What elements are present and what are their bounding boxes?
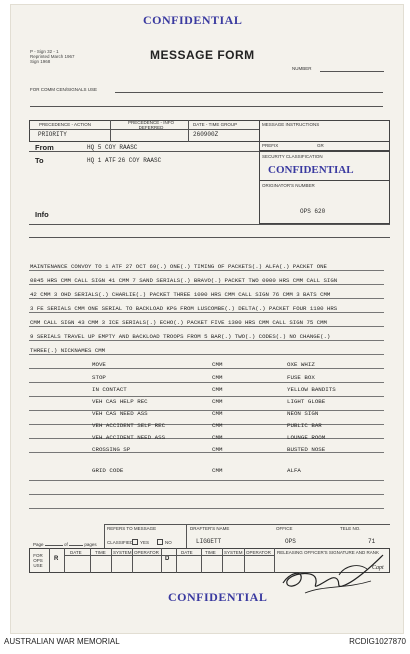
code-sep: CMM xyxy=(212,422,223,429)
code-term: VEH ACCIDENT SELF REC xyxy=(92,422,166,429)
footer-left-caption: AUSTRALIAN WAR MEMORIAL xyxy=(4,637,120,646)
r-date-label: DATE xyxy=(70,550,82,555)
dtg-label: DATE - TIME GROUP xyxy=(193,122,238,127)
classified-label: CLASSIFIED xyxy=(107,540,134,545)
code-value: NEON SIGN xyxy=(287,410,319,417)
form-title: MESSAGE FORM xyxy=(150,48,255,62)
ops-use-label: FOR OPS USE xyxy=(33,553,43,568)
d-label: D xyxy=(165,556,170,562)
d-time-label: TIME xyxy=(205,550,216,555)
message-line: MAINTENANCE CONVOY TO 1 ATF 27 OCT 69(.) ONE(.) TIMING OF PACKETS(.) ALFA(.) PACKET ONE xyxy=(30,263,327,270)
r-time-label: TIME xyxy=(95,550,106,555)
prefix-label: PREFIX xyxy=(262,143,279,148)
code-value: FUSE BOX xyxy=(287,374,315,381)
code-term: VEH CAS NEED ASS xyxy=(92,410,148,417)
code-sep: CMM xyxy=(212,446,223,453)
from-label: From xyxy=(35,143,54,152)
message-instructions-label: MESSAGE INSTRUCTIONS xyxy=(262,122,320,127)
security-classification-value: CONFIDENTIAL xyxy=(268,164,354,176)
office-label: OFFICE xyxy=(276,526,293,531)
to-value: HQ 1 ATF xyxy=(87,157,116,164)
from-value: HQ 5 COY RAASC xyxy=(87,144,138,151)
precedence-action-label: PRECEDENCE - ACTION xyxy=(39,122,92,127)
code-value: ALFA xyxy=(287,467,301,474)
d-date-label: DATE xyxy=(181,550,193,555)
r-operator-label: OPERATOR xyxy=(134,550,159,555)
number-line xyxy=(320,71,384,72)
to-label: To xyxy=(35,156,44,165)
releasing-officer-signature xyxy=(275,545,395,605)
gr-label: GR xyxy=(317,143,324,148)
comm-cen-line xyxy=(115,92,383,93)
d-operator-label: OPERATOR xyxy=(246,550,271,555)
prefix-box xyxy=(259,141,390,151)
footer-right-caption: RCDIG1027870 xyxy=(349,637,406,646)
info-label: Info xyxy=(35,210,49,219)
code-value: LOUNGE ROOM xyxy=(287,434,326,441)
d-system-label: SYSTEM xyxy=(224,550,243,555)
to-info-value: 26 COY RAASC xyxy=(118,157,162,164)
code-sep: CMM xyxy=(212,410,223,417)
code-term: GRID CODE xyxy=(92,467,124,474)
yes-label: YES xyxy=(140,540,150,545)
message-line: 9 SERIALS TRAVEL UP EMPTY AND BACKLOAD TROOPS FROM 5 BAR(.) TWO(.) CODES(.) NO CHANGE(.) xyxy=(30,333,331,340)
code-value: BUSTED NOSE xyxy=(287,446,326,453)
code-term: STOP xyxy=(92,374,106,381)
dtg-value: 260900Z xyxy=(193,131,219,138)
precedence-value: PRIORITY xyxy=(38,131,67,138)
releasing-officer-label: RELEASING OFFICER'S SIGNATURE AND RANK xyxy=(277,550,380,555)
code-term: MOVE xyxy=(92,361,106,368)
no-label: NO xyxy=(165,540,172,545)
code-term: IN CONTACT xyxy=(92,386,127,393)
message-line: CMM CALL SIGN 43 CMM 3 ICE SERIALS(.) ECHO(.) PACKET FIVE 1300 HRS CMM CALL SIGN 75 CMM xyxy=(30,319,327,326)
code-value: OXE WHIZ xyxy=(287,361,315,368)
code-value: PUBLIC BAR xyxy=(287,422,322,429)
comm-cen-label: FOR COMM CEN/SIGNALS USE xyxy=(30,87,98,92)
code-term: VEH CAS HELP REC xyxy=(92,398,148,405)
code-sep: CMM xyxy=(212,434,223,441)
security-classification-label: SECURITY CLASSIFICATION xyxy=(262,154,323,159)
r-label: R xyxy=(54,556,59,562)
code-sep: CMM xyxy=(212,467,223,474)
tele-label: TELE NO. xyxy=(340,526,361,531)
code-sep: CMM xyxy=(212,386,223,393)
precedence-info-label: PRECEDENCE - INFO DEFERRED xyxy=(127,120,174,130)
code-sep: CMM xyxy=(212,398,223,405)
code-sep: CMM xyxy=(212,374,223,381)
confidential-stamp-top: CONFIDENTIAL xyxy=(143,13,243,27)
classified-no-checkbox[interactable] xyxy=(157,539,163,545)
classified-yes-checkbox[interactable] xyxy=(132,539,138,545)
rank-value: Capt xyxy=(372,565,384,571)
r-system-label: SYSTEM xyxy=(113,550,132,555)
code-value: LIGHT GLOBE xyxy=(287,398,326,405)
code-value: YELLOW BANDITS xyxy=(287,386,336,393)
confidential-stamp-bottom: CONFIDENTIAL xyxy=(168,590,268,604)
refers-to-label: REFERS TO MESSAGE xyxy=(107,526,157,531)
originator-number-value: OPS 620 xyxy=(300,208,326,215)
number-label: NUMBER xyxy=(292,66,312,71)
drafter-value: LIGGETT xyxy=(196,538,222,545)
code-term: CROSSING SP xyxy=(92,446,131,453)
comm-cen-line-2 xyxy=(30,106,383,107)
tele-value: 71 xyxy=(368,538,376,545)
message-line: THREE(.) NICKNAMES CMM xyxy=(30,347,106,354)
form-code: P - Sign 32 - 1 Reprinted March 1967 Sign 1968 xyxy=(30,49,75,64)
code-term: VEH ACCIDENT NEED ASS xyxy=(92,434,166,441)
office-value: OPS xyxy=(285,538,296,545)
page-label: Page of pages xyxy=(33,542,97,547)
drafter-label: DRAFTER'S NAME xyxy=(190,526,230,531)
code-sep: CMM xyxy=(212,361,223,368)
message-line: 42 CMM 3 OHD SERIALS(.) CHARLIE(.) PACKET THREE 1000 HRS CMM CALL SIGN 76 CMM 3 BATS CMM xyxy=(30,291,331,298)
message-line: 3 FE SERIALS CMM ONE SERIAL TO BACKLOAD KPG FROM LUSCOMBE(.) DELTA(.) PACKET FOUR 1100 HRS xyxy=(30,305,338,312)
originator-number-label: ORIGINATOR'S NUMBER xyxy=(262,183,315,188)
message-line: 0845 HRS CMM CALL SIGN 41 CMM 7 SAND SERIALS(.) BRAVO(.) PACKET TWO 0900 HRS CMM CALL SIGN xyxy=(30,277,338,284)
